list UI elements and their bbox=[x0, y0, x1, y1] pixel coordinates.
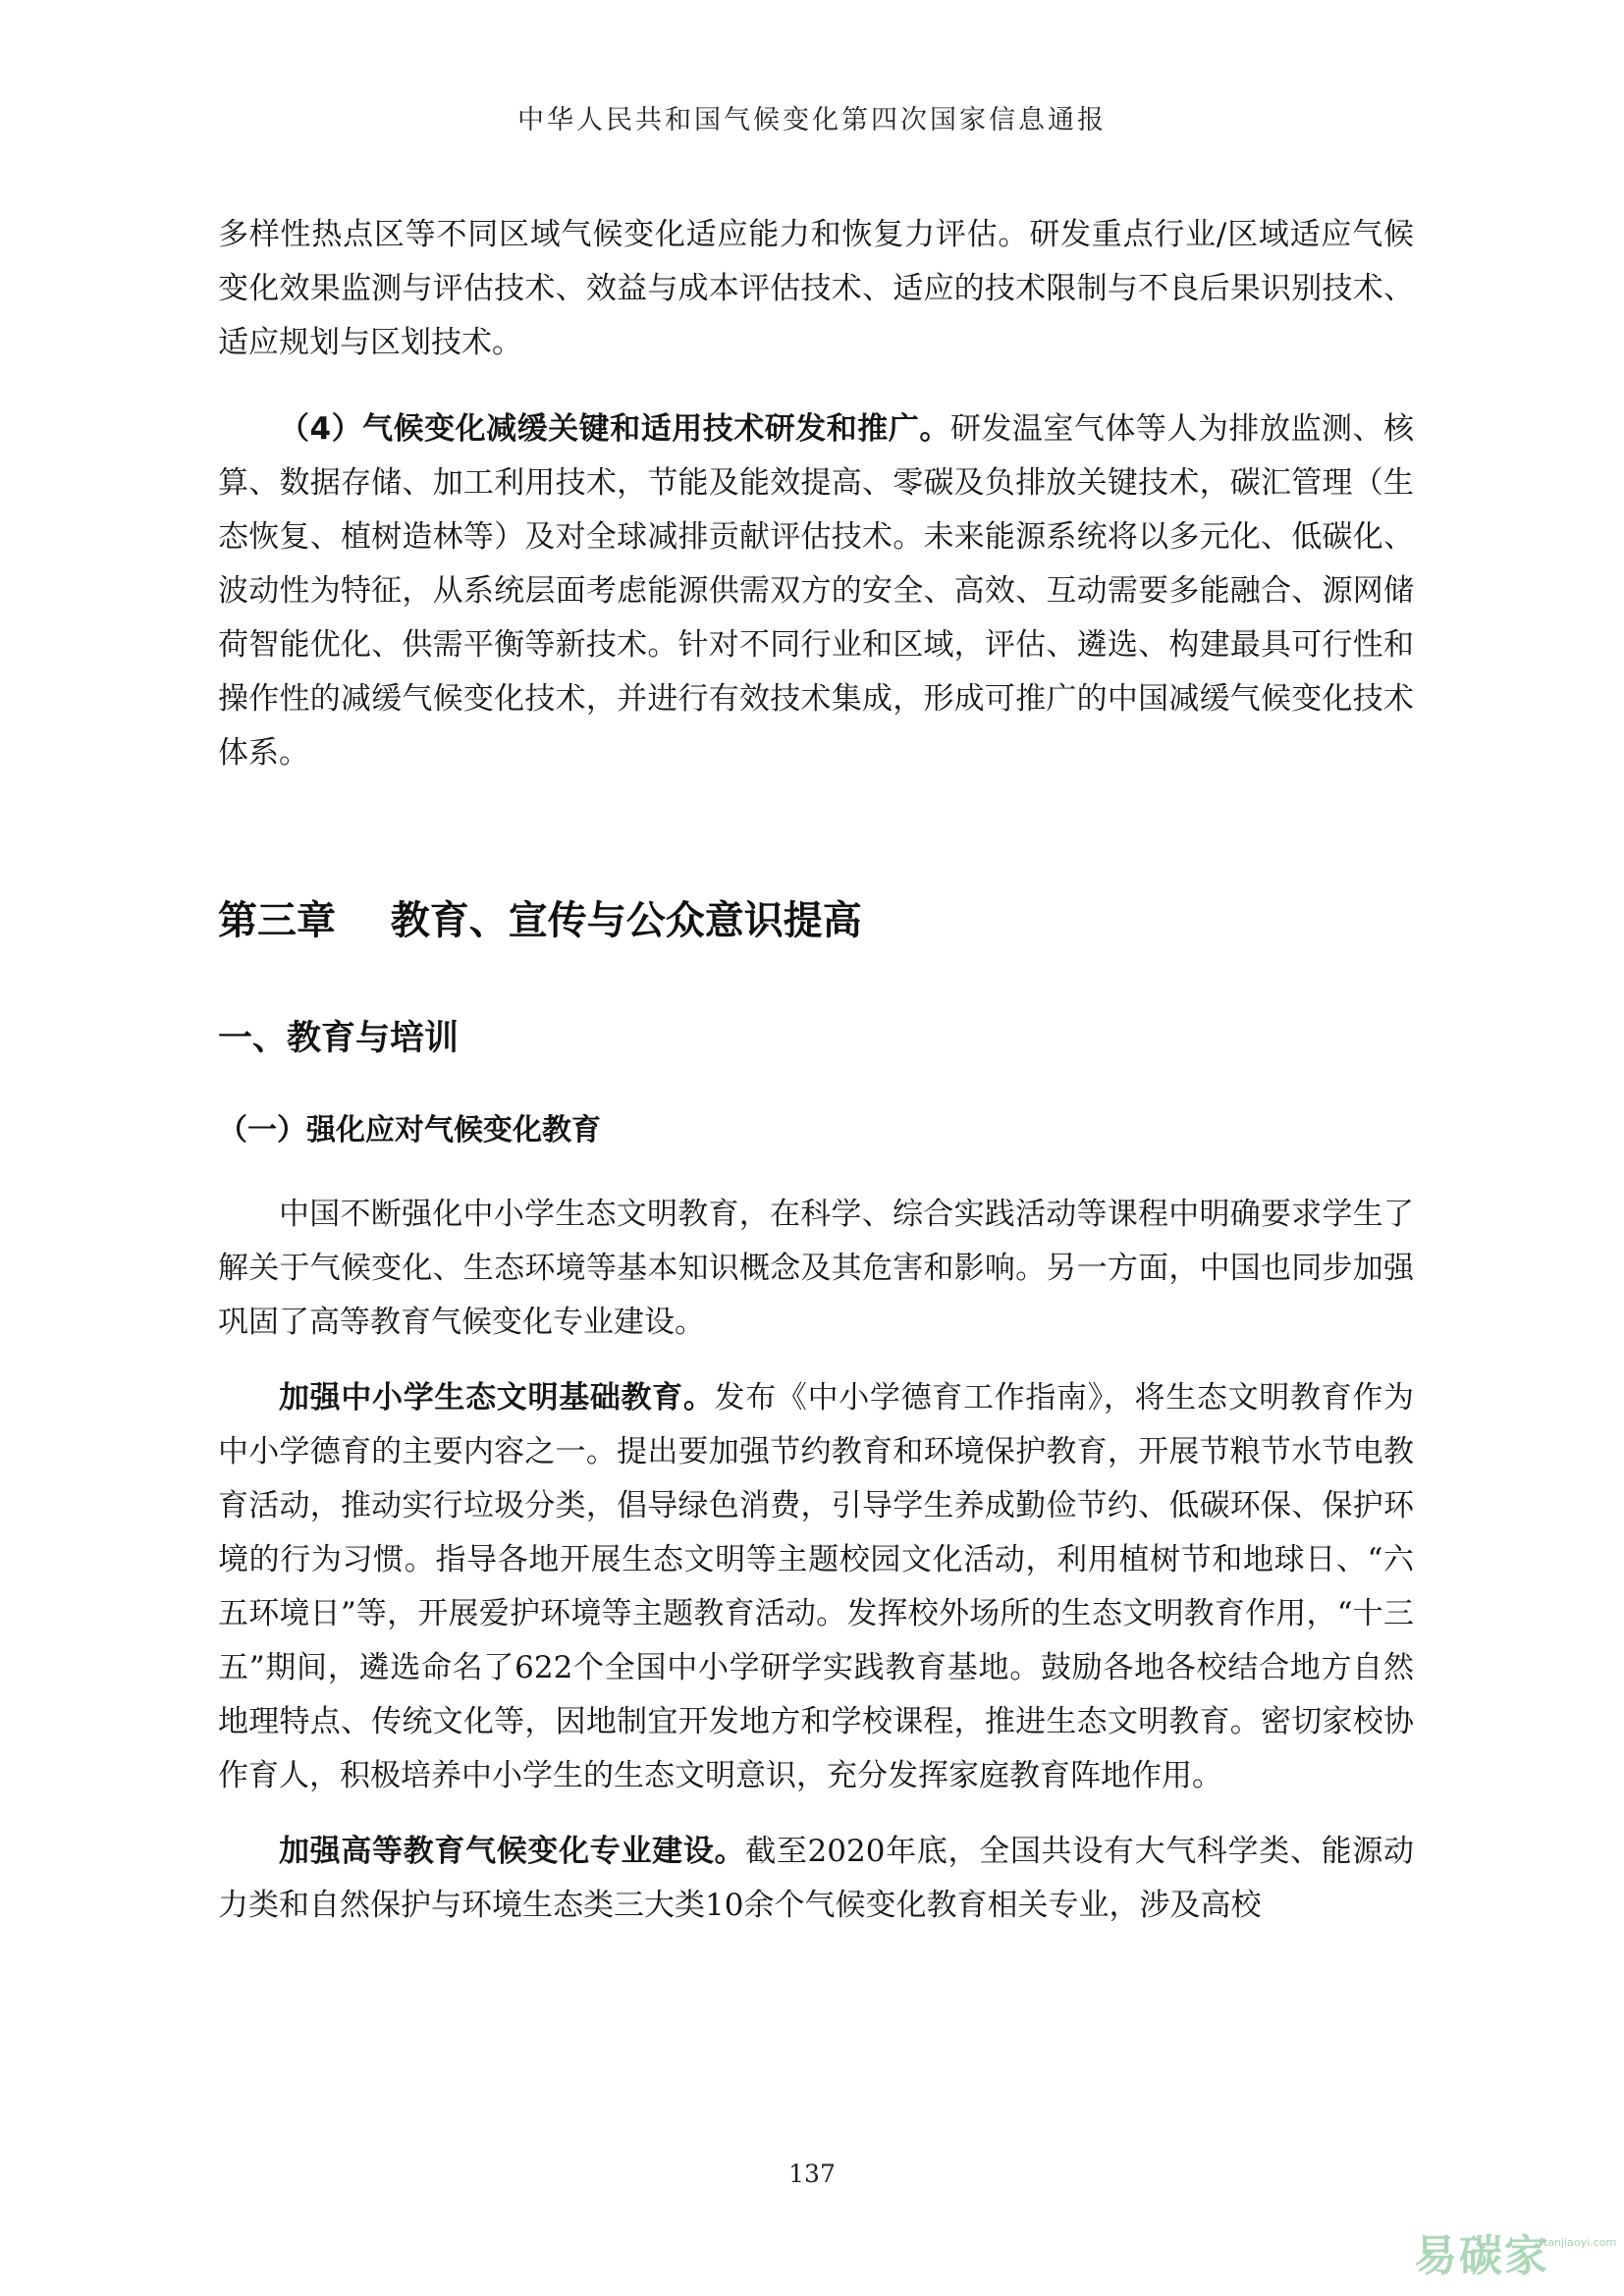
subsection-title: （一）强化应对气候变化教育 bbox=[218, 1113, 601, 1148]
primary-education-text: 发布《中小学德育工作指南》，将生态文明教育作为中小学德育的主要内容之一。提出要加强节约教育和环境保护教育，开展节粮节水节电教育活动，推动实行垃圾分类，倡导绿色消费，引导学生养成勤俭节约、低碳环保、保护环境的行为习惯。指导各地开展生态文明等主题校园文化活动，利用植树节和地球日、“六五环境日”等，开展爱护环境等主题教育活动。发挥校外场所的生态文明教育作用，“十三五”期间，遴选命名了622个全国中小学研学实践教育基地。鼓励各地各校结合地方自然地理特点、传统文化等，因地制宜开发地方和学校课程，推进生态文明教育。密切家校协作育人，积极培养中小学生的生态文明意识，充分发挥家庭教育阵地作用。 bbox=[218, 1380, 1415, 1793]
chapter-title: 第三章 教育、宣传与公众意识提高 bbox=[218, 898, 862, 943]
item4-lead: （4）气候变化减缓关键和适用技术研发和推广。 bbox=[279, 411, 950, 447]
section-title: 一、教育与培训 bbox=[218, 1019, 460, 1058]
item4-paragraph bbox=[218, 402, 1414, 780]
watermark-site-text: tanjiaoyi.com bbox=[1543, 2236, 1617, 2249]
watermark-logo-text: 易碳家 bbox=[1414, 2231, 1549, 2281]
primary-education-paragraph bbox=[218, 1371, 1414, 1803]
watermark-logo bbox=[1414, 2220, 1617, 2281]
primary-education-lead: 加强中小学生态文明基础教育。 bbox=[279, 1380, 715, 1415]
higher-education-paragraph bbox=[218, 1825, 1414, 1933]
higher-education-text: 截至2020年底，全国共设有大气科学类、能源动力类和自然保护与环境生态类三大类10余个气候变化教育相关专业，涉及高校 bbox=[218, 1834, 1415, 1923]
intro-paragraph: 中国不断强化中小学生态文明教育，在科学、综合实践活动等课程中明确要求学生了解关于气候变化、生态环境等基本知识概念及其危害和影响。另一方面，中国也同步加强巩固了高等教育气候变化专业建设。 bbox=[218, 1197, 1414, 1340]
top-text-block bbox=[218, 208, 1414, 780]
running-header: 中华人民共和国气候变化第四次国家信息通报 bbox=[517, 105, 1107, 135]
item4-text: 研发温室气体等人为排放监测、核算、数据存储、加工利用技术，节能及能效提高、零碳及负排放关键技术，碳汇管理（生态恢复、植树造林等）及对全球减排贡献评估技术。未来能源系统将以多元化、低碳化、波动性为特征，从系统层面考虑能源供需双方的安全、高效、互动需要多能融合、源网储荷智能优化、供需平衡等新技术。针对不同行业和区域，评估、遴选、构建最具可行性和操作性的减缓气候变化技术，并进行有效技术集成，形成可推广的中国减缓气候变化技术体系。 bbox=[218, 411, 1414, 771]
continuation-paragraph: 多样性热点区等不同区域气候变化适应能力和恢复力评估。研发重点行业/区域适应气候变化效果监测与评估技术、效益与成本评估技术、适应的技术限制与不良后果识别技术、适应规划与区划技术。 bbox=[218, 217, 1414, 360]
main-text-block bbox=[218, 1188, 1414, 1933]
page-number: 137 bbox=[788, 2160, 836, 2188]
higher-education-lead: 加强高等教育气候变化专业建设。 bbox=[279, 1834, 746, 1869]
